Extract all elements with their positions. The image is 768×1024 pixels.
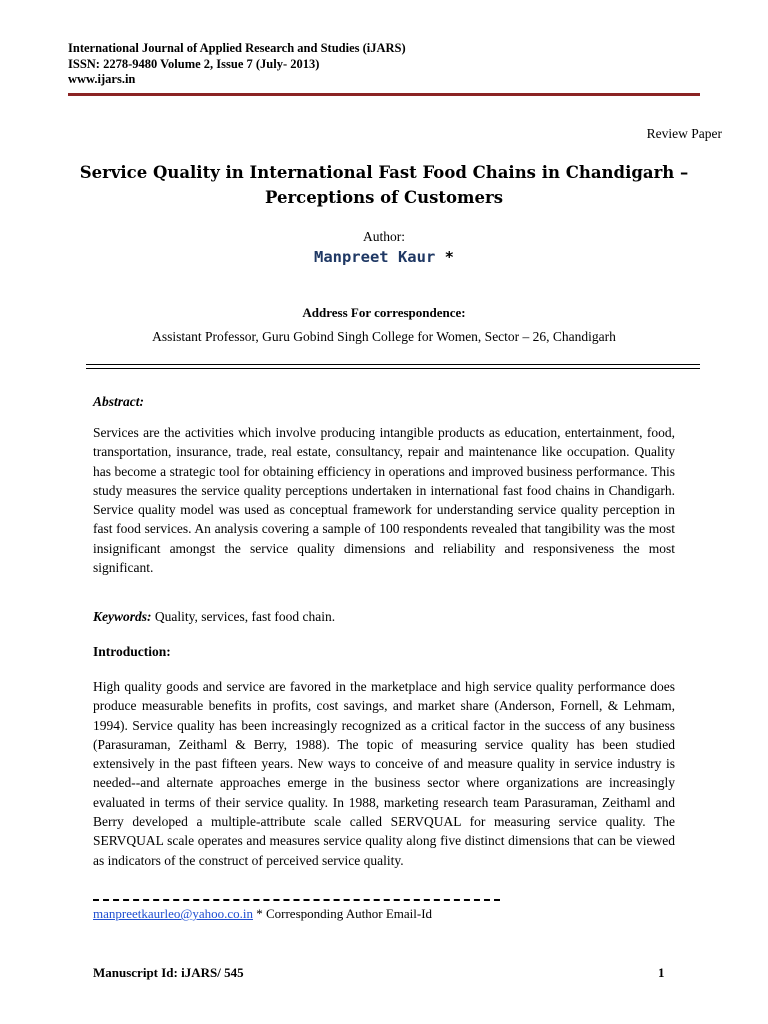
title-line-2: Perceptions of Customers <box>265 188 503 207</box>
keywords-label: Keywords: <box>93 609 152 624</box>
section-divider-top <box>86 364 700 365</box>
journal-website: www.ijars.in <box>68 72 136 86</box>
journal-header <box>68 41 406 88</box>
author-email-link[interactable]: manpreetkaurleo@yahoo.co.in <box>93 906 253 921</box>
paper-type: Review Paper <box>646 126 722 141</box>
journal-name: International Journal of Applied Research and Studies (iJARS) <box>68 41 406 55</box>
abstract-body: Services are the activities which involve producing intangible products as education, entertainment, food, transportation, insurance, trade, real estate, consultancy, repair and maintenance like occupation. Quality has become a strategic tool for obtaining efficiency in operations and improved business performance. This study measures the service quality perceptions undertaken in international fast food chains in Chandigarh. Service quality model was used as conceptual framework for understanding service quality perception in fast food services. An analysis covering a sample of 100 respondents revealed that tangibility was the most insignificant amongst the service quality dimensions and reliability and responsiveness the most significant. <box>93 425 675 576</box>
manuscript-id: Manuscript Id: iJARS/ 545 <box>93 965 244 980</box>
introduction-body: High quality goods and service are favored in the marketplace and high service quality performance does produce measurable benefits in profits, cost savings, and market share (Anderson, Fornell, & Lehmam, 1994). Service quality has been increasingly recognized as a critical factor in the success of any business (Parasuraman, Zeithaml & Berry, 1988). The topic of measuring service quality has been studied extensively in the past fifteen years. New ways to conceive of and measure quality in service industry is needed--and alternate approaches emerge in the business sector where organizations are increasingly evaluated in terms of their service quality. In 1988, marketing research team Parasuraman, Zeithaml and Berry developed a multiple-attribute scale called SERVQUAL for measuring service quality. The SERVQUAL scale operates and measures service quality along five distinct dimensions that can be viewed as indicators of the construct of perceived service quality. <box>93 679 675 868</box>
title-line-1: Service Quality in International Fast Food Chains in Chandigarh – <box>79 163 689 182</box>
address-text: Assistant Professor, Guru Gobind Singh College for Women, Sector – 26, Chandigarh <box>152 329 616 344</box>
abstract-heading: Abstract: <box>93 394 145 409</box>
page-number: 1 <box>658 965 665 980</box>
address-label: Address For correspondence: <box>302 305 466 320</box>
section-divider-bottom <box>86 368 700 369</box>
paper-title <box>60 160 708 210</box>
keywords-text: Quality, services, fast food chain. <box>154 609 336 624</box>
author-name: Manpreet Kaur <box>313 248 436 266</box>
footnote <box>93 906 432 922</box>
journal-issn: ISSN: 2278-9480 Volume 2, Issue 7 (July- 2013) <box>68 56 320 71</box>
footnote-text: * Corresponding Author Email-Id <box>252 906 433 921</box>
introduction-heading: Introduction: <box>93 644 171 659</box>
footnote-separator <box>93 899 500 901</box>
author-marker: * <box>444 248 454 266</box>
author-name-line <box>0 248 768 266</box>
keywords-line <box>93 609 335 625</box>
header-divider <box>68 93 700 96</box>
author-label: Author: <box>363 229 405 244</box>
